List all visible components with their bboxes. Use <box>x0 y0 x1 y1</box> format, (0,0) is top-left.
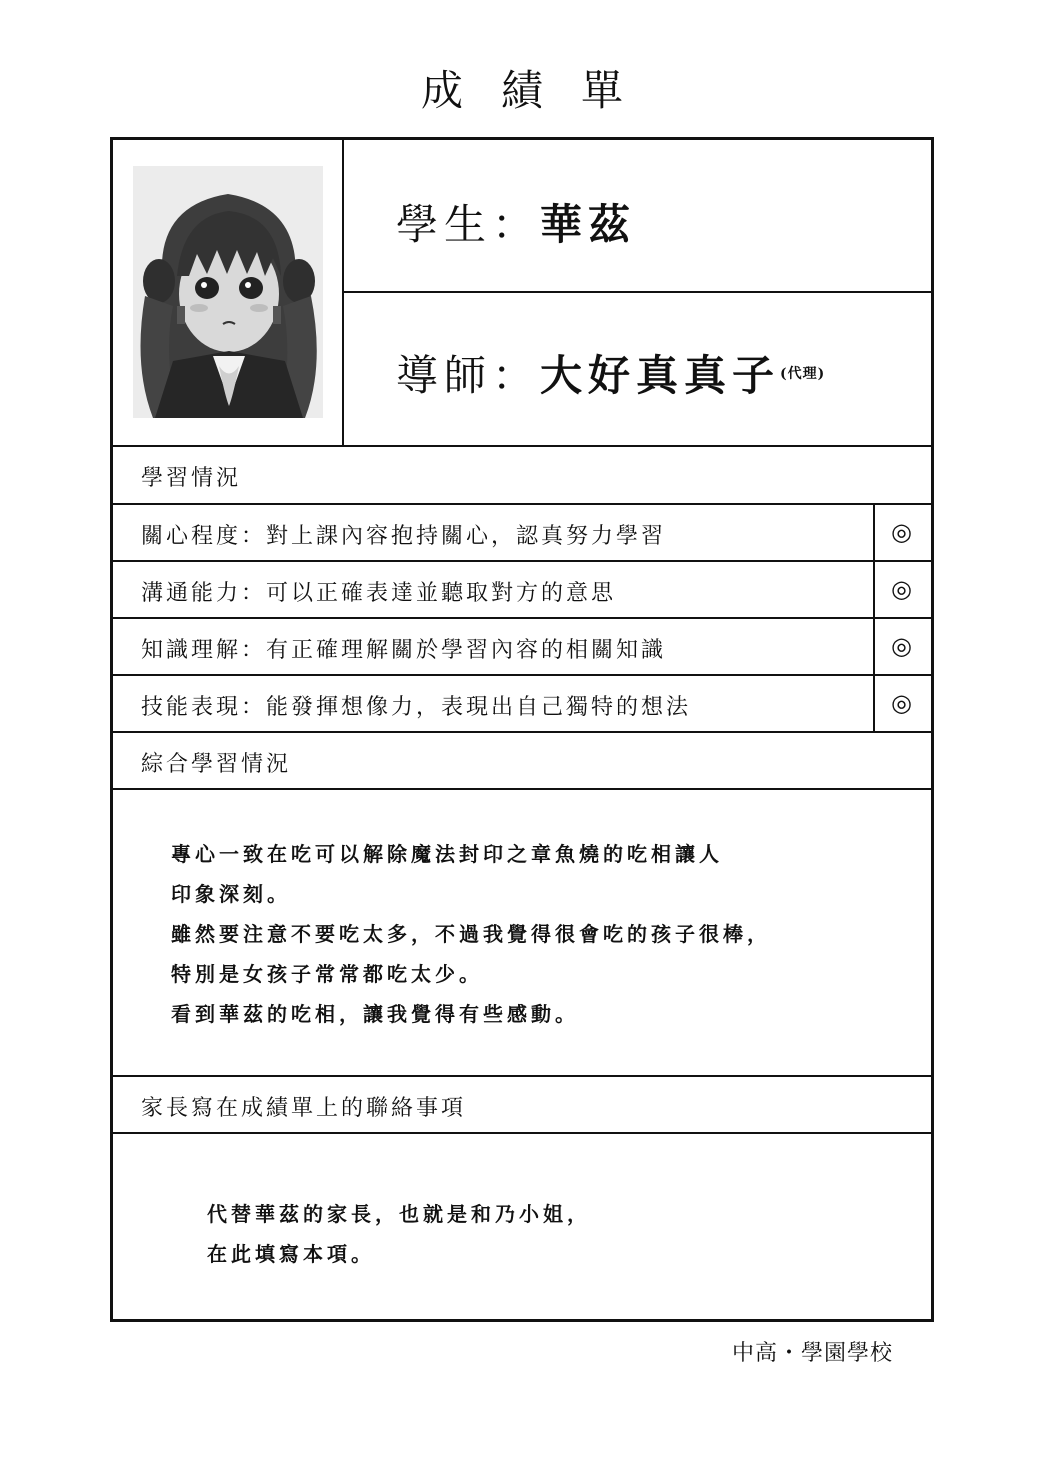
teacher-line <box>396 343 825 403</box>
school-name: 中高・學園學校 <box>732 1341 894 1366</box>
grade-mark: ◎ <box>873 505 931 560</box>
overall-header: 綜合學習情況 <box>141 752 292 777</box>
overall-line: 雖然要注意不要吃太多，不過我覺得很會吃的孩子很棒， <box>171 922 771 946</box>
grade-mark: ◎ <box>873 619 931 674</box>
overall-line: 專心一致在吃可以解除魔法封印之章魚燒的吃相讓人 <box>171 842 723 866</box>
learning-item-row <box>113 617 931 674</box>
grade-mark: ◎ <box>873 676 931 731</box>
learning-item-text: 技能表現：能發揮想像力，表現出自己獨特的想法 <box>141 695 692 720</box>
parent-comment-box <box>113 1132 931 1319</box>
report-card <box>110 137 934 1322</box>
learning-item-text: 溝通能力：可以正確表達並聽取對方的意思 <box>141 581 617 606</box>
overall-header-row <box>113 731 931 788</box>
student-label: 學生： <box>396 200 541 249</box>
learning-item-text: 關心程度：對上課內容抱持關心，認真努力學習 <box>141 524 667 549</box>
teacher-row <box>344 293 934 445</box>
parent-line: 代替華茲的家長，也就是和乃小姐， <box>207 1202 591 1226</box>
learning-item-row <box>113 674 931 731</box>
learning-item-text: 知識理解：有正確理解關於學習內容的相關知識 <box>141 638 667 663</box>
student-portrait <box>133 166 323 418</box>
learning-item-row <box>113 503 931 560</box>
overall-line: 印象深刻。 <box>171 882 291 906</box>
learning-item-row <box>113 560 931 617</box>
parent-line: 在此填寫本項。 <box>207 1242 375 1266</box>
grade-mark: ◎ <box>873 562 931 617</box>
student-row <box>344 140 934 293</box>
student-line <box>396 192 636 252</box>
learning-header: 學習情況 <box>141 466 242 491</box>
overall-comment-box <box>113 788 931 1075</box>
page-title: 成績單 <box>420 66 661 115</box>
parent-header: 家長寫在成績單上的聯絡事項 <box>141 1096 467 1121</box>
parent-header-row <box>113 1075 931 1132</box>
teacher-label: 導師： <box>396 351 541 400</box>
photo-cell <box>113 140 344 445</box>
overall-line: 特別是女孩子常常都吃太少。 <box>171 962 483 986</box>
student-name: 華茲 <box>540 200 637 249</box>
teacher-name: 大好真真子 <box>540 351 781 400</box>
teacher-note: (代理) <box>780 366 826 382</box>
overall-line: 看到華茲的吃相，讓我覺得有些感動。 <box>171 1002 579 1026</box>
learning-header-row <box>113 445 931 503</box>
student-portrait-drawing <box>133 166 323 418</box>
